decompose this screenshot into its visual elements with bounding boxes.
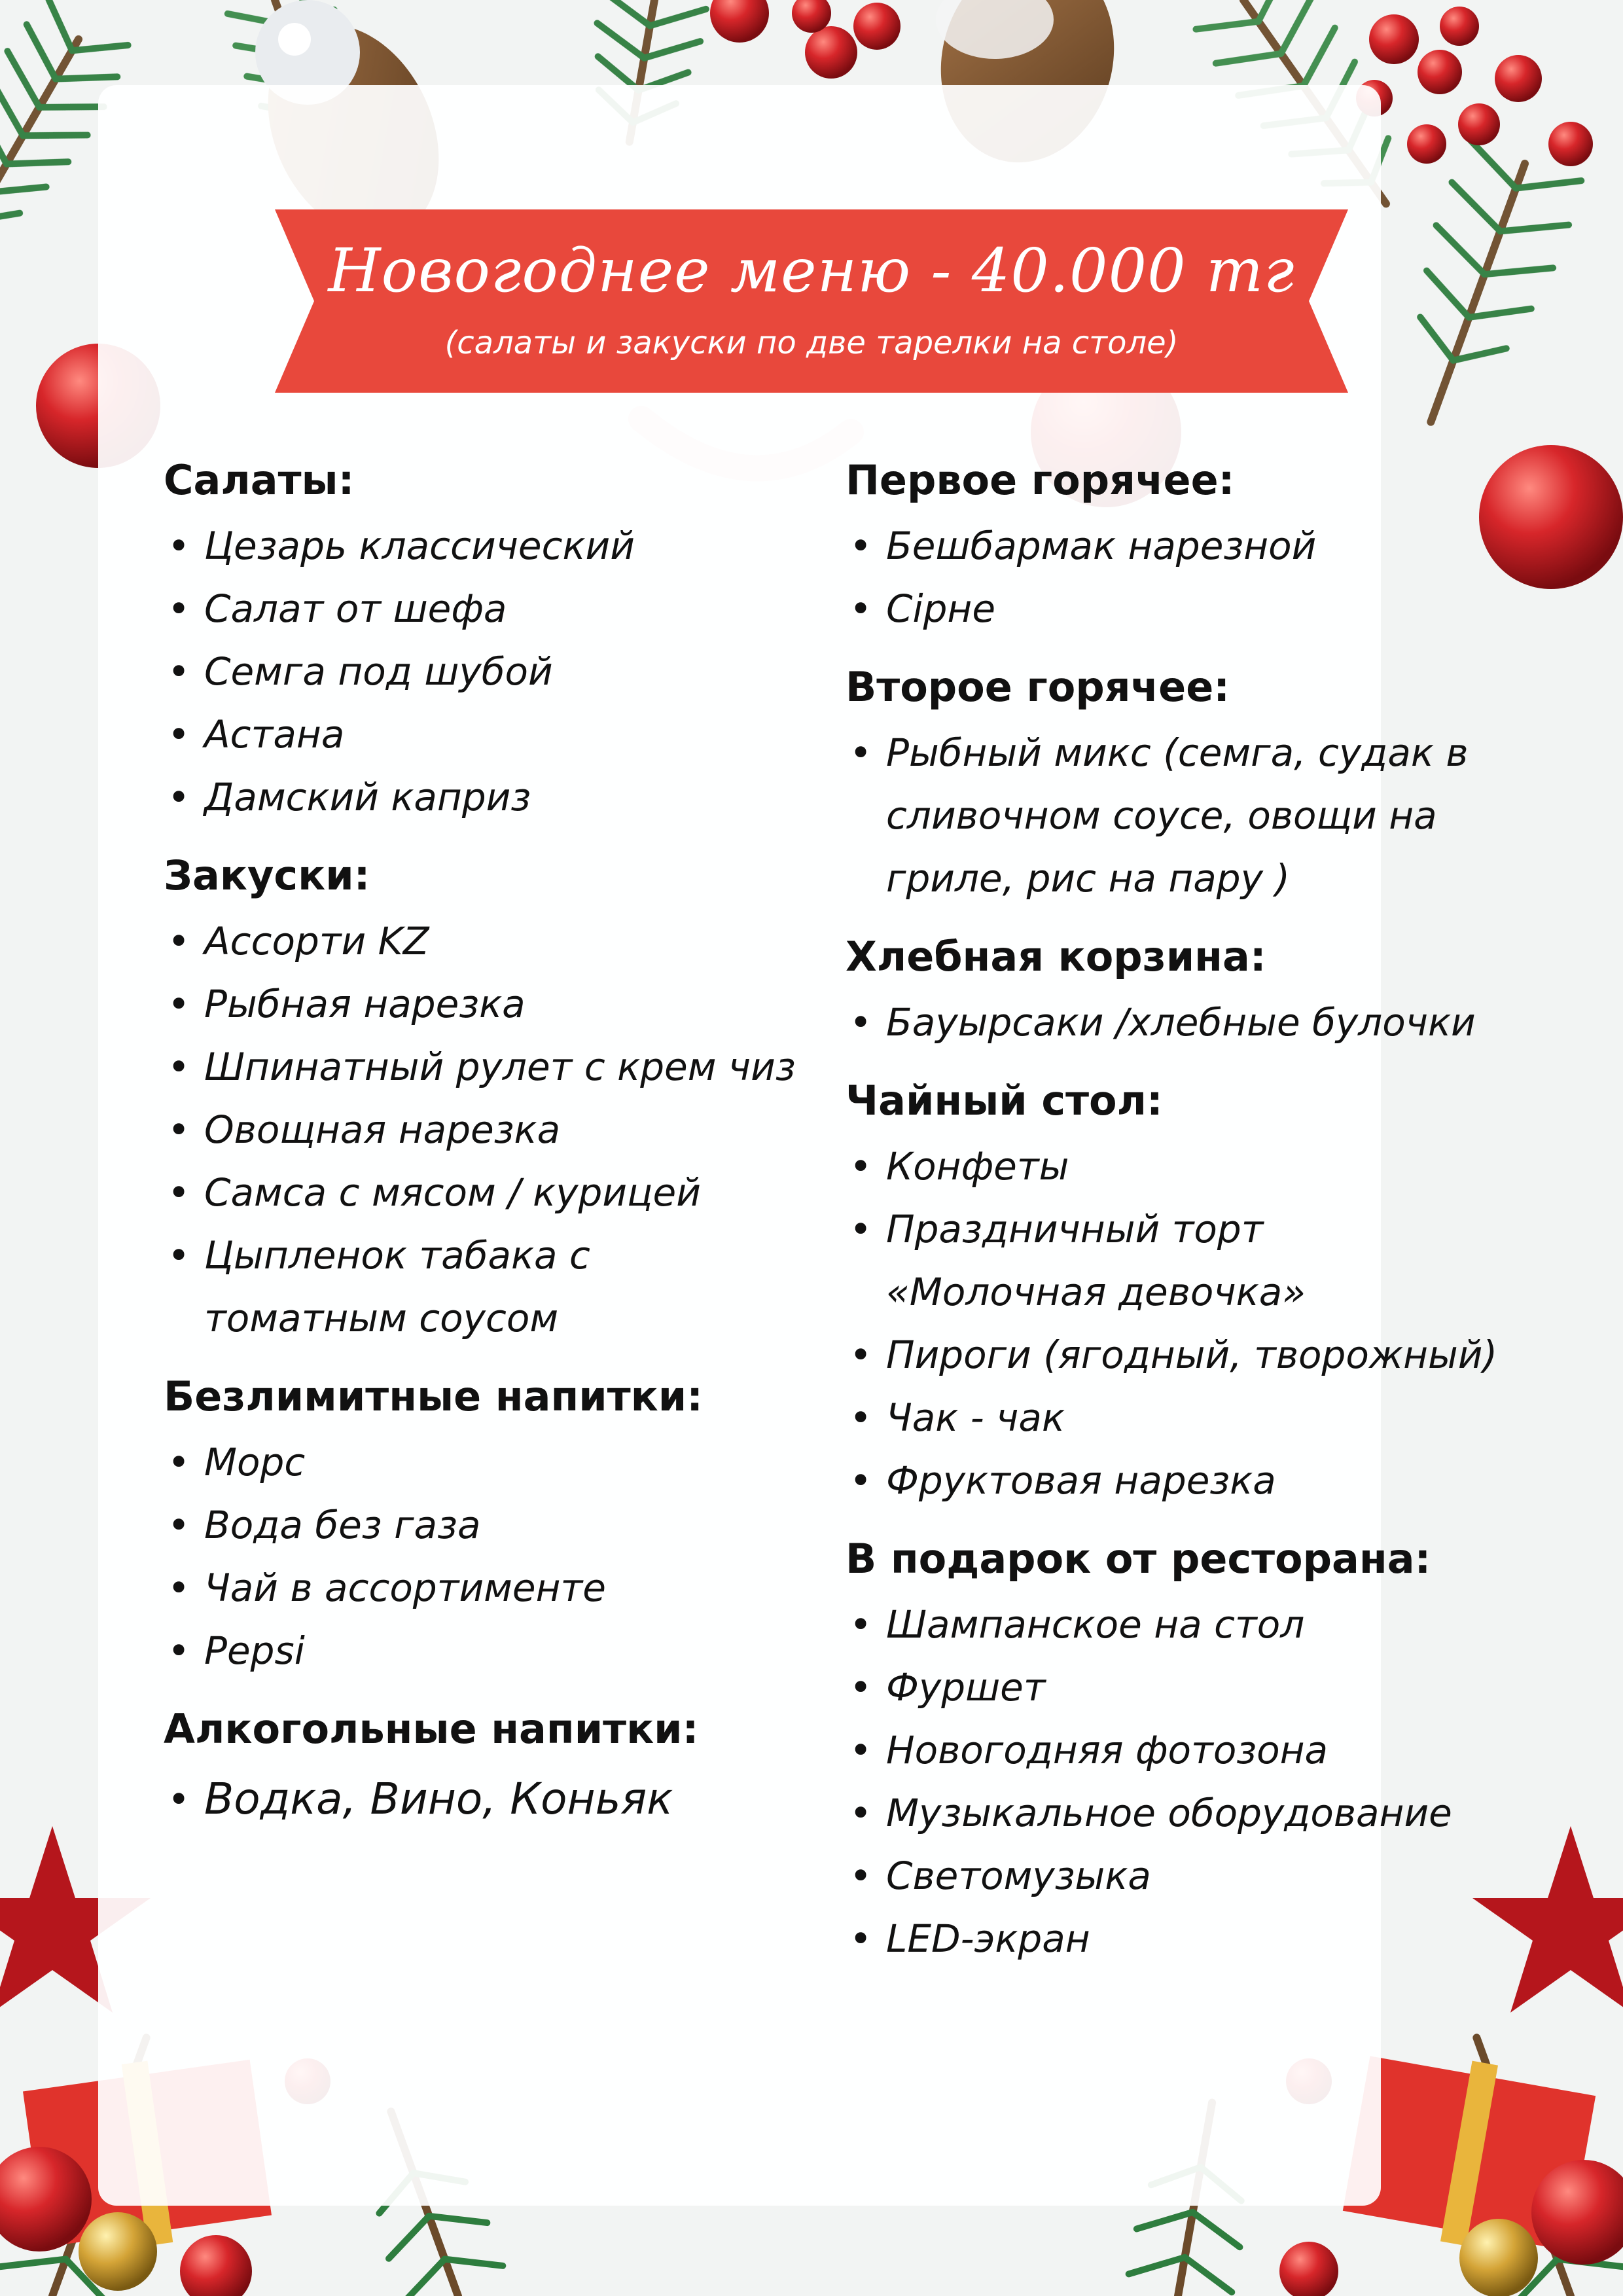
list-item: • Цыпленок табака с томатным соусом (164, 1224, 715, 1350)
list-item: • Светомузыка (846, 1844, 1539, 1907)
section-alcohol (164, 1700, 844, 1835)
title-banner (275, 209, 1348, 393)
section-title: Чайный стол: (846, 1077, 1163, 1124)
section-title: Второе горячее: (846, 663, 1230, 711)
section-restaurant-gifts (846, 1530, 1539, 1970)
list-item: • Водка, Вино, Коньяк (164, 1763, 844, 1835)
list-item: • Чак - чак (846, 1386, 1539, 1449)
list-item: • Пироги (ягодный, творожный) (846, 1323, 1539, 1386)
list-item: • Чай в ассортименте (164, 1556, 844, 1619)
section-title: Салаты: (164, 456, 355, 504)
section-bread-basket (846, 928, 1539, 1054)
section-title: Хлебная корзина: (846, 933, 1266, 980)
list-item: • Pepsi (164, 1619, 844, 1682)
section-title: Безлимитные напитки: (164, 1372, 703, 1420)
menu-title: Новогоднее меню - 40.000 тг (328, 236, 1295, 306)
list-item: • Бауырсаки /хлебные булочки (846, 991, 1539, 1054)
left-column (164, 452, 844, 1835)
section-salads (164, 452, 844, 829)
list-item: • Астана (164, 703, 844, 766)
list-item: • Самса с мясом / курицей (164, 1161, 844, 1224)
list-item: • Цезарь классический (164, 514, 844, 577)
section-first-hot (846, 452, 1539, 640)
list-item: • Сірне (846, 577, 1539, 640)
section-title: Закуски: (164, 852, 370, 899)
list-item: • Салат от шефа (164, 577, 844, 640)
menu-subtitle: (салаты и закуски по две тарелки на столе) (444, 325, 1179, 361)
list-item: • Морс (164, 1431, 844, 1494)
list-item: • Овощная нарезка (164, 1098, 844, 1161)
list-item: • Бешбармак нарезной (846, 514, 1539, 577)
list-item: • Шпинатный рулет с крем чиз (164, 1035, 844, 1098)
list-item: • Фруктовая нарезка (846, 1449, 1539, 1512)
list-item: • Дамский каприз (164, 766, 844, 829)
list-item: • Конфеты (846, 1135, 1539, 1198)
right-column (846, 452, 1539, 1970)
section-unlimited-drinks (164, 1368, 844, 1682)
list-item: • Новогодняя фотозона (846, 1719, 1539, 1782)
list-item: • Рыбная нарезка (164, 973, 844, 1035)
section-title: Первое горячее: (846, 456, 1235, 504)
list-item: • Фуршет (846, 1656, 1539, 1719)
section-title: Алкогольные напитки: (164, 1705, 699, 1753)
list-item: • Ассорти KZ (164, 910, 844, 973)
list-item: • Шампанское на стол (846, 1593, 1539, 1656)
list-item: • Музыкальное оборудование (846, 1782, 1539, 1844)
section-tea-table (846, 1072, 1539, 1512)
list-item: • Семга под шубой (164, 640, 844, 703)
section-title: В подарок от ресторана: (846, 1535, 1431, 1583)
section-appetizers (164, 847, 844, 1350)
list-item: • LED-экран (846, 1907, 1539, 1970)
section-second-hot (846, 658, 1539, 910)
list-item: • Праздничный торт «Молочная девочка» (846, 1198, 1357, 1323)
list-item: • Рыбный микс (семга, судак в сливочном соусе, овощи на гриле, рис на пару ) (846, 721, 1539, 910)
list-item: • Вода без газа (164, 1494, 844, 1556)
